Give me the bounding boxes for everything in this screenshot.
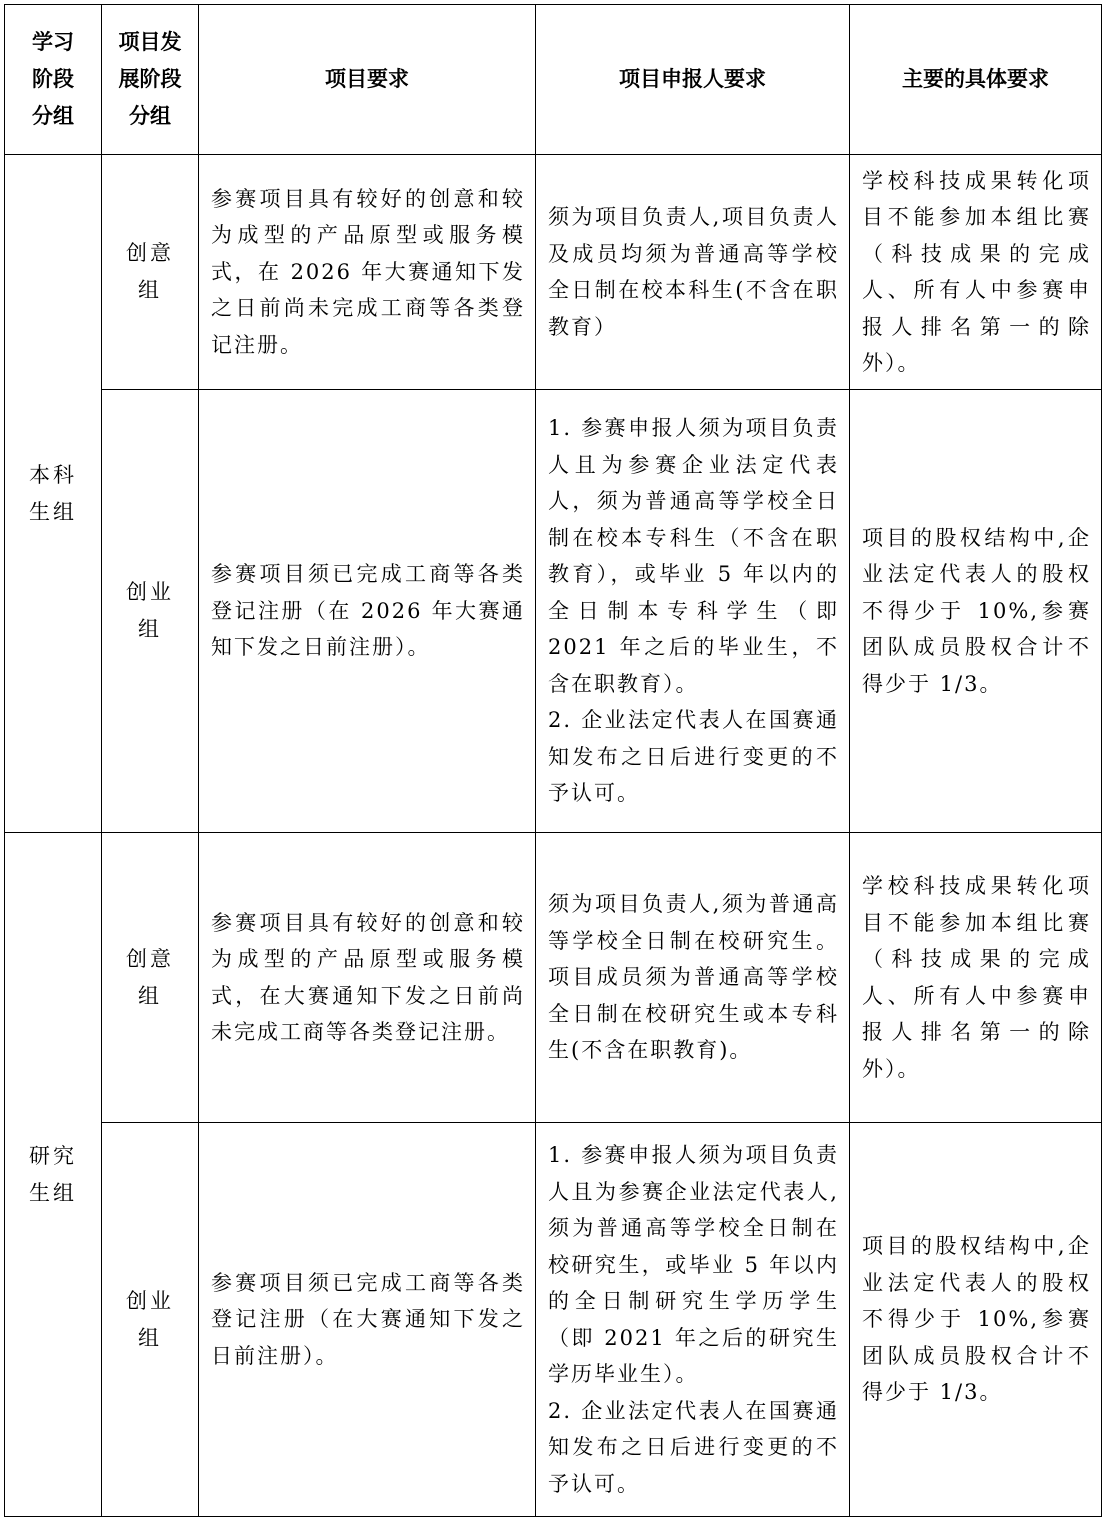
specific-req-cell: 学校科技成果转化项目不能参加本组比赛（科技成果的完成人、所有人中参赛申报人排名第一的除外）。 xyxy=(850,155,1102,390)
applicant-req-cell: 须为项目负责人,须为普通高等学校全日制在校研究生。项目成员须为普通高等学校全日制在校研究生或本专科生(不含在职教育)。 xyxy=(536,833,850,1123)
applicant-req-cell: 须为项目负责人,项目负责人及成员均须为普通高等学校全日制在校本科生(不含在职教育） xyxy=(536,155,850,390)
project-req-cell: 参赛项目须已完成工商等各类登记注册（在大赛通知下发之日前注册）。 xyxy=(199,1123,536,1517)
applicant-req-cell: 1. 参赛申报人须为项目负责人且为参赛企业法定代表人,须为普通高等学校全日制在校研究生，或毕业 5 年以内的全日制研究生学历学生（即 2021 年之后的研究生学历毕业生）。 2. 企业法定代表人在国赛通知发布之日后进行变更的不予认可。 xyxy=(536,1123,850,1517)
sub-group-startup: 创业组 xyxy=(102,390,199,833)
requirements-table xyxy=(4,4,1102,1517)
sub-group-idea: 创意组 xyxy=(102,833,199,1123)
stage-group-undergrad: 本科生组 xyxy=(5,155,102,833)
table-row xyxy=(5,155,1102,390)
sub-group-startup: 创业组 xyxy=(102,1123,199,1517)
project-req-cell: 参赛项目具有较好的创意和较为成型的产品原型或服务模式，在 2026 年大赛通知下发之日前尚未完成工商等各类登记注册。 xyxy=(199,155,536,390)
stage-group-graduate: 研究生组 xyxy=(5,833,102,1517)
specific-req-cell: 项目的股权结构中,企业法定代表人的股权不得少于 10%,参赛团队成员股权合计不得少于 1/3。 xyxy=(850,390,1102,833)
header-row xyxy=(5,5,1102,155)
project-req-cell: 参赛项目具有较好的创意和较为成型的产品原型或服务模式，在大赛通知下发之日前尚未完成工商等各类登记注册。 xyxy=(199,833,536,1123)
specific-req-cell: 项目的股权结构中,企业法定代表人的股权不得少于 10%,参赛团队成员股权合计不得少于 1/3。 xyxy=(850,1123,1102,1517)
table-row xyxy=(5,390,1102,833)
header-project-req: 项目要求 xyxy=(199,5,536,155)
table-row xyxy=(5,833,1102,1123)
specific-req-cell: 学校科技成果转化项目不能参加本组比赛（科技成果的完成人、所有人中参赛申报人排名第一的除外）。 xyxy=(850,833,1102,1123)
applicant-req-cell: 1. 参赛申报人须为项目负责人且为参赛企业法定代表人，须为普通高等学校全日制在校本专科生（不含在职教育），或毕业 5 年以内的全日制本专科学生（即 2021 年之后的毕业生，不含在职教育）。 2. 企业法定代表人在国赛通知发布之日后进行变更的不予认可。 xyxy=(536,390,850,833)
table-row xyxy=(5,1123,1102,1517)
header-specific-req: 主要的具体要求 xyxy=(850,5,1102,155)
header-dev-stage: 项目发展阶段分组 xyxy=(102,5,199,155)
header-applicant-req: 项目申报人要求 xyxy=(536,5,850,155)
header-stage: 学习阶段分组 xyxy=(5,5,102,155)
sub-group-idea: 创意组 xyxy=(102,155,199,390)
project-req-cell: 参赛项目须已完成工商等各类登记注册（在 2026 年大赛通知下发之日前注册）。 xyxy=(199,390,536,833)
